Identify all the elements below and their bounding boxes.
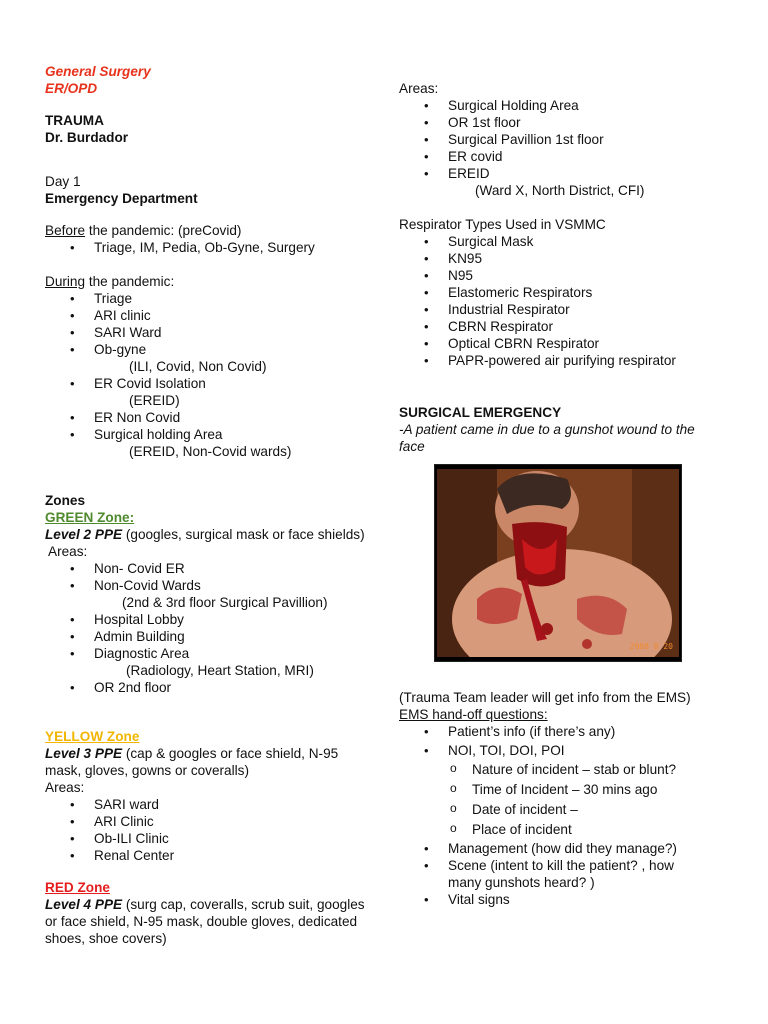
list-item xyxy=(45,341,365,375)
red-zone-section xyxy=(45,879,365,947)
ppe-desc: (surg cap, coveralls, scrub suit, googles or face shield, N-95 mask, double gloves, dedicated shoes, shoe covers) xyxy=(45,897,365,946)
item-label: Hospital Lobby xyxy=(94,612,184,627)
respirators-list xyxy=(399,233,739,369)
green-zone-ppe xyxy=(45,526,365,543)
areas-label: Areas: xyxy=(45,544,88,559)
item-label: Ob-gyne xyxy=(94,342,147,357)
list-item: • ARI Clinic xyxy=(45,813,365,830)
during-list xyxy=(45,290,365,460)
green-zone-title: GREEN Zone: xyxy=(45,510,135,525)
lecturer-name: Dr. Burdador xyxy=(45,130,129,145)
list-item xyxy=(399,723,739,740)
list-item xyxy=(45,375,365,409)
sub-list-item: o Nature of incident – stab or blunt? xyxy=(399,761,739,781)
day-label: Day 1 xyxy=(45,174,81,189)
item-note: (Ward X, North District, CFI) xyxy=(475,183,645,198)
list-item: • Ob-ILI Clinic xyxy=(45,830,365,847)
section-title: Emergency Department xyxy=(45,191,198,206)
surgical-emergency-title: SURGICAL EMERGENCY xyxy=(399,405,562,420)
list-item: • Surgical Mask xyxy=(399,233,739,250)
ems-list xyxy=(399,723,739,908)
ems-title: EMS hand-off questions: xyxy=(399,707,548,722)
areas-list xyxy=(399,97,739,199)
green-zone-list xyxy=(45,560,365,696)
surgical-emergency-section xyxy=(399,404,739,455)
list-item xyxy=(399,131,739,148)
list-item: • Industrial Respirator xyxy=(399,301,739,318)
ppe-level: Level 4 PPE xyxy=(45,897,123,912)
list-item: • Renal Center xyxy=(45,847,365,864)
areas-label: Areas: xyxy=(45,780,85,795)
item-label: Management (how did they manage?) xyxy=(448,841,677,856)
item-label: Non- Covid ER xyxy=(94,561,185,576)
yellow-zone-title: YELLOW Zone xyxy=(45,729,140,744)
list-item xyxy=(45,679,365,696)
list-item: • Elastomeric Respirators xyxy=(399,284,739,301)
respirators-section xyxy=(399,216,739,369)
ppe-level: Level 3 PPE xyxy=(45,746,123,761)
ppe-desc: (googles, surgical mask or face shields) xyxy=(122,527,365,542)
item-note: (EREID, Non-Covid wards) xyxy=(129,444,292,459)
list-item xyxy=(45,324,365,341)
list-item xyxy=(45,577,365,611)
ppe-level: Level 2 PPE xyxy=(45,527,123,542)
during-rest: the pandemic: xyxy=(85,274,175,289)
course-title: General Surgery xyxy=(45,64,151,79)
list-item: • SARI ward xyxy=(45,796,365,813)
yellow-zone-list xyxy=(45,796,365,864)
list-item xyxy=(399,891,739,908)
list-item: • Triage, IM, Pedia, Ob-Gyne, Surgery xyxy=(45,239,365,256)
respirators-label: Respirator Types Used in VSMMC xyxy=(399,217,606,232)
ems-sub-list xyxy=(399,761,739,841)
day-header xyxy=(45,173,365,207)
list-item xyxy=(45,426,365,460)
ems-section xyxy=(399,689,739,908)
item-label: Surgical holding Area xyxy=(94,427,223,442)
course-header xyxy=(45,63,365,97)
item-label: Scene (intent to kill the patient? , how many gunshots heard? ) xyxy=(448,858,674,890)
item-label: ER Covid Isolation xyxy=(94,376,206,391)
list-item: • N95 xyxy=(399,267,739,284)
item-label: Vital signs xyxy=(448,892,510,907)
item-label: NOI, TOI, DOI, POI xyxy=(448,743,565,758)
areas-label: Areas: xyxy=(399,81,439,96)
yellow-zone-section xyxy=(45,728,365,864)
before-list xyxy=(45,239,365,256)
sub-list-item: o Place of incident xyxy=(399,821,739,841)
list-item: • Optical CBRN Respirator xyxy=(399,335,739,352)
item-label: ARI clinic xyxy=(94,308,151,323)
case-description: -A patient came in due to a gunshot wound to the face xyxy=(399,422,695,454)
item-label: ER Non Covid xyxy=(94,410,181,425)
photo-illustration xyxy=(437,469,679,657)
list-item xyxy=(45,628,365,645)
list-item xyxy=(45,645,365,679)
photo-image xyxy=(437,469,679,657)
item-label: Surgical Holding Area xyxy=(448,98,579,113)
item-label: Non-Covid Wards xyxy=(94,578,201,593)
ems-intro: (Trauma Team leader will get info from the EMS) xyxy=(399,690,691,705)
list-item xyxy=(45,560,365,577)
item-note: (Radiology, Heart Station, MRI) xyxy=(126,663,314,678)
item-label: EREID xyxy=(448,166,490,181)
item-label: SARI Ward xyxy=(94,325,162,340)
list-item: • KN95 xyxy=(399,250,739,267)
during-section xyxy=(45,273,365,460)
red-zone-ppe xyxy=(45,896,365,947)
during-keyword: During xyxy=(45,274,86,289)
patient-photo xyxy=(434,464,682,662)
topic-header xyxy=(45,112,365,146)
before-section xyxy=(45,222,365,256)
item-label: Surgical Pavillion 1st floor xyxy=(448,132,604,147)
item-note: (2nd & 3rd floor Surgical Pavillion) xyxy=(122,595,328,610)
item-label: Triage xyxy=(94,291,133,306)
item-note: (EREID) xyxy=(129,393,180,408)
photo-date-stamp: 2008 8 20 xyxy=(629,642,673,651)
list-item: • CBRN Respirator xyxy=(399,318,739,335)
sub-list-item: o Date of incident – xyxy=(399,801,739,821)
item-label: OR 1st floor xyxy=(448,115,521,130)
yellow-zone-ppe xyxy=(45,745,365,779)
list-item xyxy=(399,165,739,199)
item-label: OR 2nd floor xyxy=(94,680,172,695)
list-item xyxy=(399,857,698,891)
item-label: Diagnostic Area xyxy=(94,646,190,661)
zones-section xyxy=(45,492,365,696)
item-note: (ILI, Covid, Non Covid) xyxy=(129,359,267,374)
list-item: • PAPR-powered air purifying respirator xyxy=(399,352,739,369)
list-item xyxy=(399,97,739,114)
item-label: ER covid xyxy=(448,149,503,164)
during-heading xyxy=(45,273,365,290)
list-item xyxy=(399,114,739,131)
item-label: Patient’s info (if there’s any) xyxy=(448,724,616,739)
list-item xyxy=(45,290,365,307)
zones-title: Zones xyxy=(45,493,86,508)
before-rest: the pandemic: (preCovid) xyxy=(85,223,242,238)
areas-section xyxy=(399,80,739,199)
before-heading xyxy=(45,222,365,239)
before-keyword: Before xyxy=(45,223,86,238)
list-item xyxy=(45,611,365,628)
red-zone-title: RED Zone xyxy=(45,880,110,895)
list-item xyxy=(399,840,739,857)
ppe-desc: (cap & googles or face shield, N-95 mask, gloves, gowns or coveralls) xyxy=(45,746,339,778)
item-label: Admin Building xyxy=(94,629,185,644)
dept-title: ER/OPD xyxy=(45,81,98,96)
list-item xyxy=(45,307,365,324)
topic-title: TRAUMA xyxy=(45,113,104,128)
list-item xyxy=(399,742,739,841)
list-item xyxy=(399,148,739,165)
sub-list-item: o Time of Incident – 30 mins ago xyxy=(399,781,739,801)
list-item xyxy=(45,409,365,426)
